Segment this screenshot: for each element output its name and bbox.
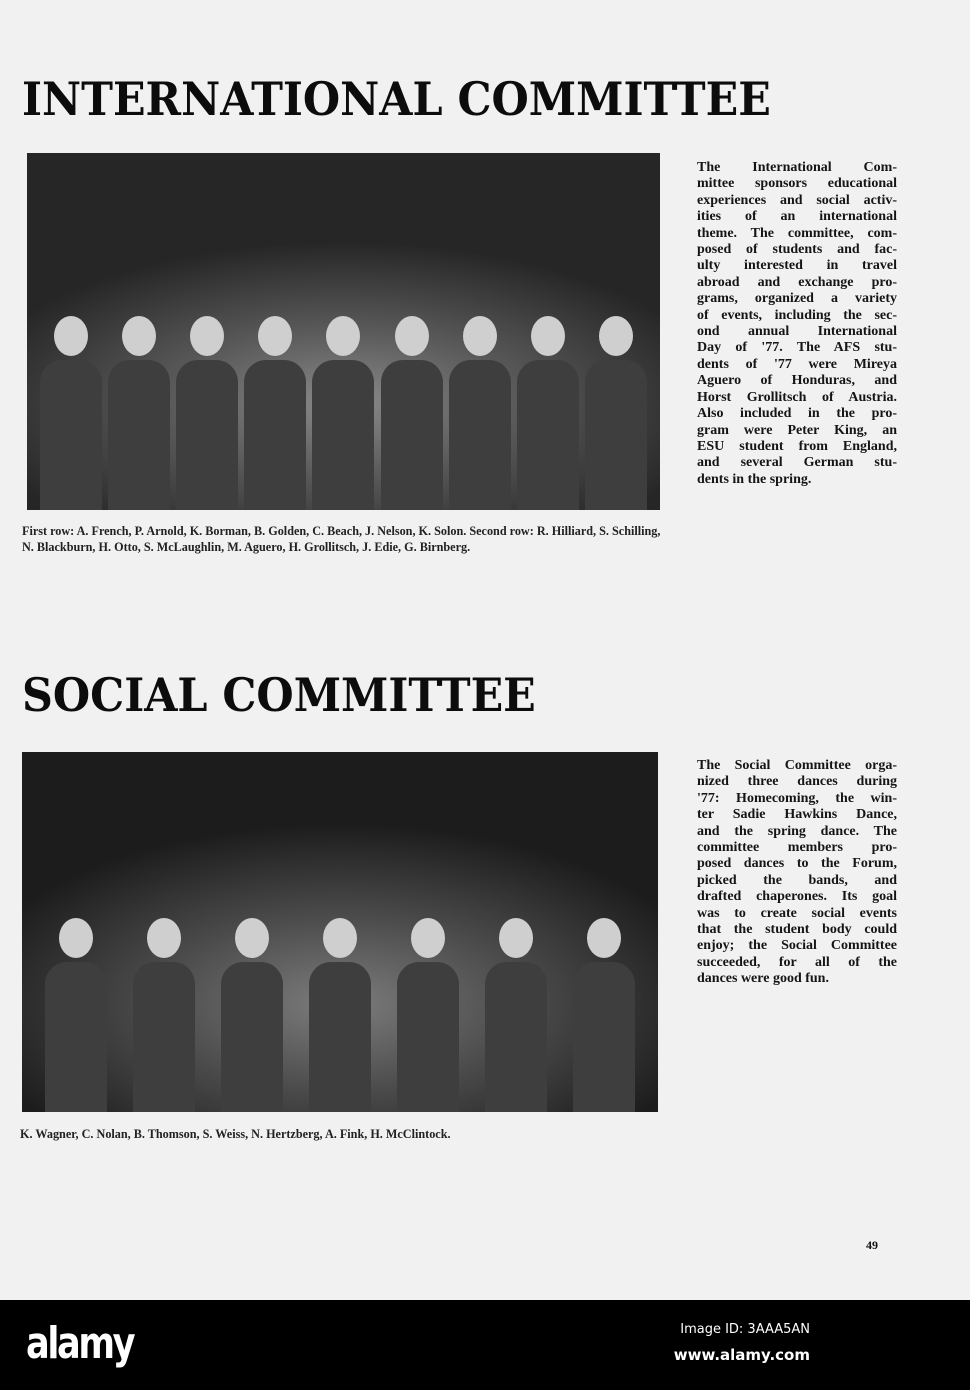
international-committee-group-photo	[27, 153, 660, 510]
text-line: posed of students and fac-	[697, 242, 897, 258]
text-line: Day of '77. The AFS stu-	[697, 340, 897, 356]
person-silhouette	[178, 316, 236, 510]
person-silhouette	[314, 316, 372, 510]
person-head	[531, 316, 565, 356]
image-id: Image ID: 3AAA5AN	[680, 1322, 810, 1337]
person-silhouette	[587, 316, 645, 510]
person-head	[587, 918, 621, 958]
person-silhouette	[519, 316, 577, 510]
text-line: Horst Grollitsch of Austria.	[697, 389, 897, 405]
alamy-logo: alamy	[26, 1318, 134, 1369]
person-head	[190, 316, 224, 356]
person-body	[517, 360, 579, 510]
person-silhouette	[110, 316, 168, 510]
text-line: committee members pro-	[697, 840, 897, 856]
text-line: was to create social events	[697, 905, 897, 921]
social-committee-group-photo	[22, 752, 658, 1112]
text-line: drafted chaperones. Its goal	[697, 889, 897, 905]
person-body	[45, 962, 107, 1112]
social-committee-text	[697, 758, 897, 988]
social-committee-heading: SOCIAL COMMITTEE	[22, 668, 536, 722]
text-line: ulty interested in travel	[697, 258, 897, 274]
text-line: dents in the spring.	[697, 471, 812, 487]
text-line: gram were Peter King, an	[697, 422, 897, 438]
text-line: of events, including the sec-	[697, 307, 897, 323]
person-silhouette	[246, 316, 304, 510]
person-body	[40, 360, 102, 510]
text-line: posed dances to the Forum,	[697, 856, 897, 872]
person-body	[585, 360, 647, 510]
text-line: Also included in the pro-	[697, 406, 897, 422]
person-head	[395, 316, 429, 356]
social-committee-caption: K. Wagner, C. Nolan, B. Thomson, S. Weiss, N. Hertzberg, A. Fink, H. McClintock.	[20, 1127, 451, 1141]
person-body	[573, 962, 635, 1112]
person-silhouette	[135, 918, 193, 1112]
person-silhouette	[383, 316, 441, 510]
person-body	[381, 360, 443, 510]
page-number: 49	[866, 1238, 878, 1252]
person-silhouette	[47, 918, 105, 1112]
text-line: mittee sponsors educational	[697, 176, 897, 192]
person-silhouette	[451, 316, 509, 510]
text-line: picked the bands, and	[697, 872, 897, 888]
person-head	[323, 918, 357, 958]
person-head	[235, 918, 269, 958]
person-silhouette	[487, 918, 545, 1112]
person-silhouette	[42, 316, 100, 510]
international-committee-caption: First row: A. French, P. Arnold, K. Borman, B. Golden, C. Beach, J. Nelson, K. Solon. Second row: R. Hilliard, S. Schilling, N. Blackburn, H. Otto, S. McLaughlin, M. Aguero, H. Grollitsch, J. Edie, G. Birnberg.	[22, 524, 661, 554]
person-body	[133, 962, 195, 1112]
person-head	[411, 918, 445, 958]
text-line: grams, organized a variety	[697, 291, 897, 307]
text-line: succeeded, for all of the	[697, 954, 897, 970]
person-head	[59, 918, 93, 958]
text-line: and several German stu-	[697, 455, 897, 471]
text-line: that the student body could	[697, 922, 897, 938]
text-line: '77: Homecoming, the win-	[697, 790, 897, 806]
text-line: ities of an international	[697, 209, 897, 225]
person-body	[244, 360, 306, 510]
text-line: dents of '77 were Mireya	[697, 356, 897, 372]
person-body	[221, 962, 283, 1112]
photo-figures	[27, 232, 660, 510]
person-body	[449, 360, 511, 510]
person-head	[463, 316, 497, 356]
international-committee-text	[697, 160, 897, 488]
text-line: and the spring dance. The	[697, 823, 897, 839]
person-body	[108, 360, 170, 510]
text-line: nized three dances during	[697, 774, 897, 790]
text-line: abroad and exchange pro-	[697, 274, 897, 290]
text-line: experiences and social activ-	[697, 192, 897, 208]
person-body	[309, 962, 371, 1112]
text-line: The Social Committee orga-	[697, 758, 897, 773]
text-line: Aguero of Honduras, and	[697, 373, 897, 389]
international-committee-heading: INTERNATIONAL COMMITTEE	[22, 72, 771, 126]
person-head	[122, 316, 156, 356]
person-head	[147, 918, 181, 958]
person-silhouette	[311, 918, 369, 1112]
person-head	[54, 316, 88, 356]
person-body	[485, 962, 547, 1112]
person-body	[397, 962, 459, 1112]
watermark-footer	[0, 1300, 970, 1390]
person-silhouette	[575, 918, 633, 1112]
text-line: theme. The committee, com-	[697, 225, 897, 241]
text-line: enjoy; the Social Committee	[697, 938, 897, 954]
person-head	[599, 316, 633, 356]
text-line: ond annual International	[697, 324, 897, 340]
text-line: The International Com-	[697, 160, 897, 175]
photo-figures	[22, 831, 658, 1112]
person-silhouette	[223, 918, 281, 1112]
person-silhouette	[399, 918, 457, 1112]
person-head	[326, 316, 360, 356]
text-line: ESU student from England,	[697, 438, 897, 454]
text-line: dances were good fun.	[697, 971, 829, 987]
person-head	[258, 316, 292, 356]
text-line: ter Sadie Hawkins Dance,	[697, 807, 897, 823]
person-body	[312, 360, 374, 510]
person-body	[176, 360, 238, 510]
person-head	[499, 918, 533, 958]
alamy-url: www.alamy.com	[673, 1346, 810, 1364]
